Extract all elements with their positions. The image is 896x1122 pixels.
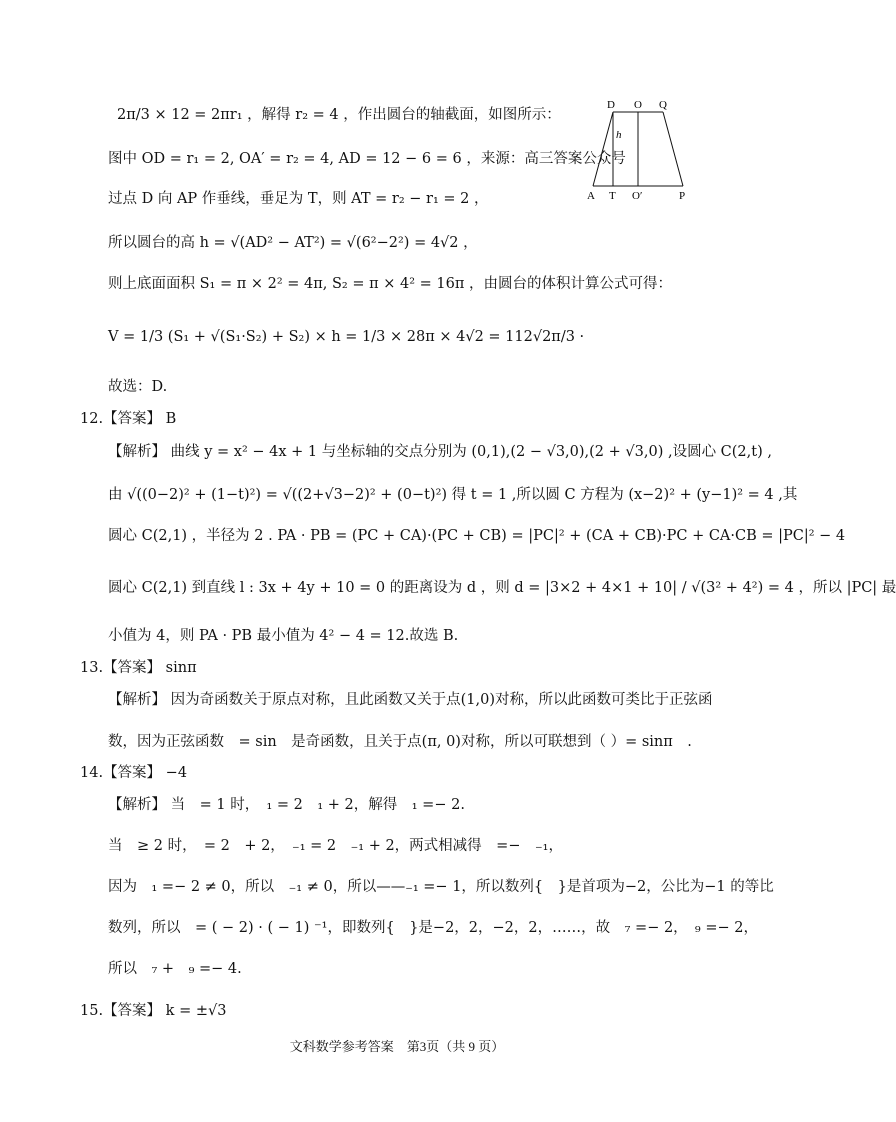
line-21: 数列，所以 = ( − 2) · ( − 1) ⁻¹，即数列{ }是−2，2，−2，2，……，故 ₇ =− 2， ₉ =− 2， — [108, 920, 758, 936]
answer-12: 12.【答案】 B — [80, 411, 177, 427]
page-footer: 文科数学参考答案 第3页（共 9 页） — [289, 1039, 505, 1054]
label-T: T — [609, 190, 616, 202]
line-13: 小值为 4，则 PA · PB 最小值为 4² − 4 = 12.故选 B. — [108, 628, 459, 644]
frustum-axial-section-figure — [585, 98, 695, 204]
label-D: D — [607, 99, 615, 111]
segment-AD — [593, 112, 613, 186]
answer-13: 13.【答案】 sinπ — [80, 660, 197, 676]
label-A: A — [587, 190, 595, 202]
line-4: 所以圆台的高 h = √(AD² − AT²) = √(6²−2²) = 4√2 ， — [108, 235, 478, 251]
line-16: 数，因为正弦函数 = sin 是奇函数，且关于点(π, 0)对称，所以可联想到（ ）= sinπ . — [108, 734, 692, 750]
answer-14: 14.【答案】 −4 — [80, 765, 188, 781]
line-7: 故选：D. — [108, 379, 168, 395]
line-20: 因为 ₁ =− 2 ≠ 0，所以 ₋₁ ≠ 0，所以——₋₁ =− 1，所以数列{ }是首项为−2，公比为−1 的等比 — [108, 879, 774, 895]
line-1: 2π/3 × 12 = 2πr₁ ，解得 r₂ = 4 ，作出圆台的轴截面，如图所示： — [117, 107, 561, 123]
line-6: V = 1/3 (S₁ + √(S₁·S₂) + S₂) × h = 1/3 × 28π × 4√2 = 112√2π/3 · — [108, 329, 585, 345]
label-O-prime: O′ — [632, 190, 643, 202]
line-5: 则上底面面积 S₁ = π × 2² = 4π, S₂ = π × 4² = 16π ，由圆台的体积计算公式可得： — [108, 276, 673, 292]
label-O: O — [634, 99, 642, 111]
label-Q: Q — [659, 99, 667, 111]
line-15: 【解析】 因为奇函数关于原点对称，且此函数又关于点(1,0)对称，所以此函数可类比于正弦函 — [108, 692, 713, 708]
line-12: 圆心 C(2,1) 到直线 l : 3x + 4y + 10 = 0 的距离设为 d ，则 d = |3×2 + 4×1 + 10| / √(3² + 4²) = 4 ，所以 |PC| 最 — [108, 580, 896, 596]
line-10: 由 √((0−2)² + (1−t)²) = √((2+√3−2)² + (0−t)²) 得 t = 1 ,所以圆 C 方程为 (x−2)² + (y−1)² = 4 ,其 — [108, 487, 798, 503]
line-18: 【解析】 当 = 1 时， ₁ = 2 ₁ + 2，解得 ₁ =− 2. — [108, 797, 465, 813]
line-9: 【解析】 曲线 y = x² − 4x + 1 与坐标轴的交点分别为 (0,1),(2 − √3,0),(2 + √3,0) ,设圆心 C(2,t) , — [108, 444, 772, 460]
line-3: 过点 D 向 AP 作垂线，垂足为 T，则 AT = r₂ − r₁ = 2 ， — [108, 191, 489, 207]
label-h: h — [616, 129, 622, 141]
segment-QP — [663, 112, 683, 186]
line-19: 当 ≥ 2 时， = 2 + 2， ₋₁ = 2 ₋₁ + 2，两式相减得 =− ₋₁， — [108, 838, 563, 854]
line-22: 所以 ₇ + ₉ =− 4. — [108, 961, 242, 977]
line-11: 圆心 C(2,1) ，半径为 2 . PA · PB = (PC + CA)·(PC + CB) = |PC|² + (CA + CB)·PC + CA·CB = |PC|² − 4 — [108, 528, 846, 544]
label-P: P — [679, 190, 686, 202]
line-2: 图中 OD = r₁ = 2, OA′ = r₂ = 4, AD = 12 − 6 = 6 ，来源：高三答案公众号 — [108, 151, 626, 167]
answer-15: 15.【答案】 k = ±√3 — [80, 1003, 227, 1019]
